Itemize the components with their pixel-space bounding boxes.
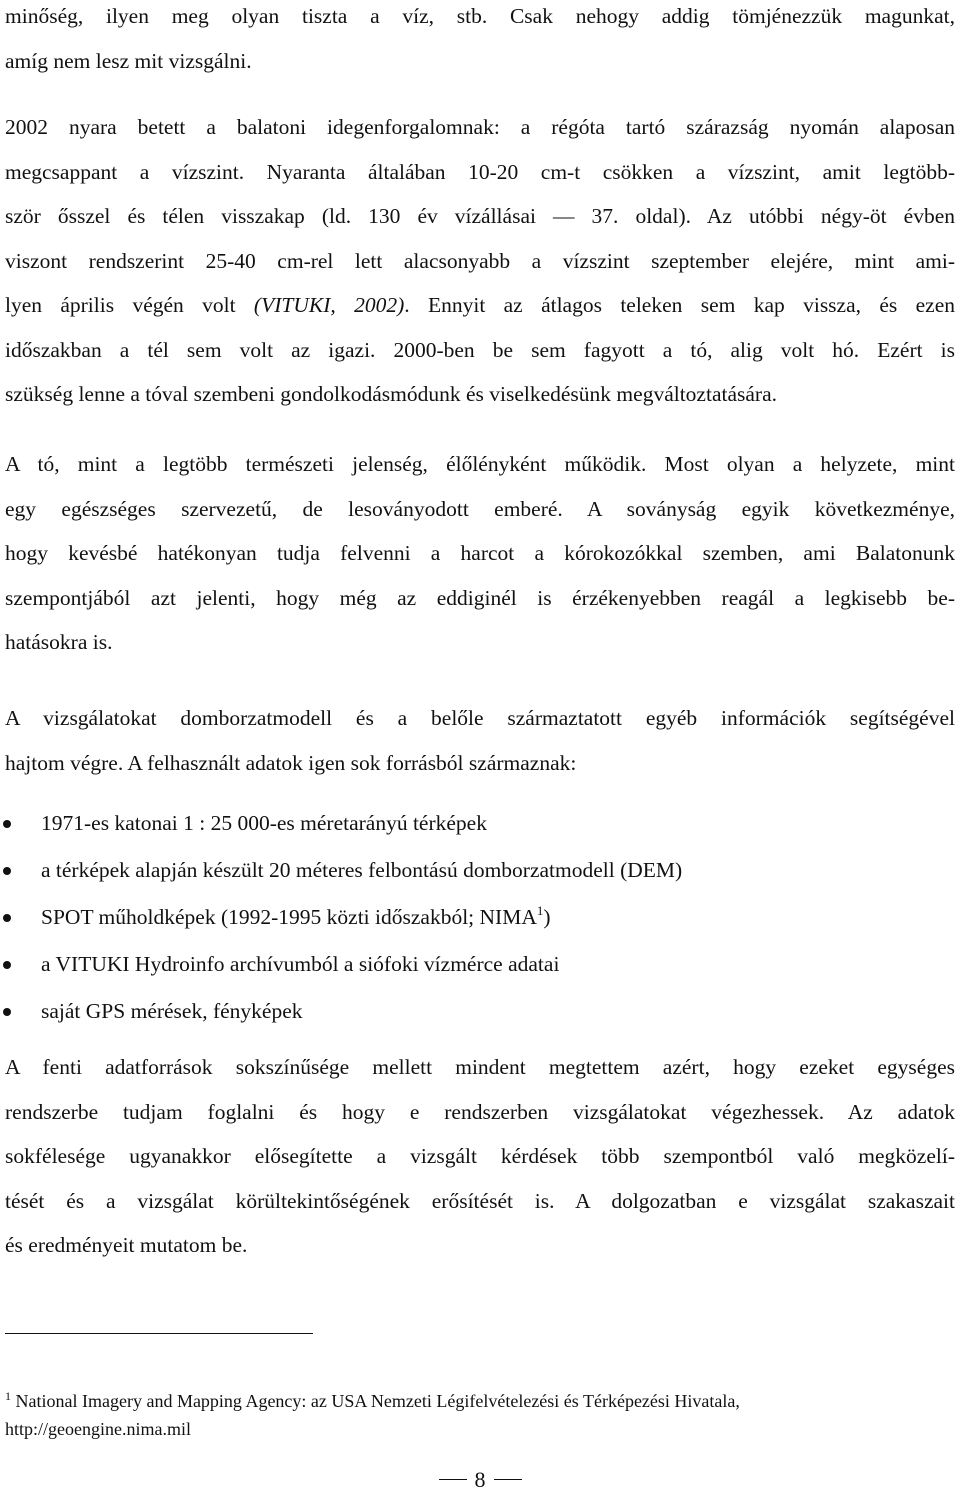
text-line: viszont rendszerint 25-40 cm-rel lett alacsonyabb a vízszint szeptember elejére, mint ami- <box>5 248 955 273</box>
bullet-icon <box>3 914 11 922</box>
text-line: A tó, mint a legtöbb természeti jelenség, élőlényként működik. Most olyan a helyzete, mint <box>5 452 955 476</box>
dash-right <box>494 1479 522 1480</box>
bullet-icon <box>3 867 11 875</box>
text-line: hajtom végre. A felhasznált adatok igen sok forrásból származnak: <box>5 750 577 775</box>
bullet-icon <box>3 820 11 828</box>
bullet-icon <box>3 961 11 969</box>
text-line: megcsappant a vízszint. Nyaranta általában 10-20 cm-t csökken a vízszint, amit legtöbb- <box>5 159 955 184</box>
text-line: A vizsgálatokat domborzatmodell és a belőle származtatott egyéb információk segítségével <box>5 706 955 730</box>
paragraph-4 <box>5 696 955 785</box>
list-item-text: ) <box>543 905 551 929</box>
paragraph-1 <box>5 0 955 83</box>
text-line: ször ősszel és télen visszakap (ld. 130 év vízállásai — 37. oldal). Az utóbbi négy-öt évben <box>5 204 955 228</box>
footnote-reference[interactable]: 1 <box>536 903 544 918</box>
text-line: sokfélesége ugyanakkor elősegítette a vizsgált kérdések több szempontból való megközelí- <box>5 1144 955 1168</box>
page-number-value: 8 <box>474 1467 486 1492</box>
text-line: egy egészséges szervezetű, de lesoványodott emberé. A soványság egyik következménye, <box>5 496 955 521</box>
paragraph-3 <box>5 442 955 665</box>
text-line <box>5 283 955 328</box>
footnote-link[interactable]: http://geoengine.nima.mil <box>5 1419 191 1439</box>
page-number <box>0 1465 960 1495</box>
data-source-list <box>0 800 960 1035</box>
text-line: A fenti adatforrások sokszínűsége mellett mindent megtettem azért, hogy ezeket egységes <box>5 1055 955 1079</box>
list-item <box>0 847 960 894</box>
text-line: hogy kevésbé hatékonyan tudja felvenni a harcot a kórokozókkal szemben, ami Balatonunk <box>5 541 955 565</box>
footnote-line <box>5 1391 740 1411</box>
footnote-mark: 1 <box>5 1389 11 1403</box>
bullet-icon <box>3 1008 11 1016</box>
list-item-text: saját GPS mérések, fényképek <box>41 999 303 1023</box>
list-item <box>0 988 960 1035</box>
text-line: hatásokra is. <box>5 630 113 654</box>
footnote-separator <box>5 1333 313 1334</box>
paragraph-2 <box>5 105 955 417</box>
text-line: és eredményeit mutatom be. <box>5 1233 248 1257</box>
list-item <box>0 941 960 988</box>
footnote <box>5 1387 935 1443</box>
list-item <box>0 894 960 941</box>
list-item-text: SPOT műholdképek (1992-1995 közti időszakból; NIMA <box>41 905 537 929</box>
citation: (VITUKI, 2002) <box>253 293 405 317</box>
text-segment: . Ennyit az átlagos teleken sem kap vissza, és ezen <box>404 293 955 317</box>
list-item <box>0 800 960 847</box>
text-line: időszakban a tél sem volt az igazi. 2000-ben be sem fagyott a tó, alig volt hó. Ezért is <box>5 337 955 362</box>
paragraph-5 <box>5 1045 955 1268</box>
dash-left <box>439 1479 467 1480</box>
text-line: rendszerbe tudjam foglalni és hogy e rendszerben vizsgálatokat végezhessek. Az adatok <box>5 1099 955 1124</box>
text-line: 2002 nyara betett a balatoni idegenforgalomnak: a régóta tartó szárazság nyomán alaposan <box>5 115 955 139</box>
text-line: szükség lenne a tóval szembeni gondolkodásmódunk és viselkedésünk megváltoztatására. <box>5 382 777 406</box>
list-item-text: 1971-es katonai 1 : 25 000-es méretarányú térképek <box>41 811 487 835</box>
text-line: tését és a vizsgálat körültekintőségének erősítését is. A dolgozatban e vizsgálat szakaszait <box>5 1188 955 1213</box>
text-segment: lyen április végén volt <box>5 293 254 317</box>
footnote-text: National Imagery and Mapping Agency: az USA Nemzeti Légifelvételezési és Térképezési Hivatala, <box>15 1391 740 1411</box>
text-line: minőség, ilyen meg olyan tiszta a víz, stb. Csak nehogy addig tömjénezzük magunkat, <box>5 4 955 28</box>
text-line: amíg nem lesz mit vizsgálni. <box>5 48 252 73</box>
text-line: szempontjából azt jelenti, hogy még az eddiginél is érzékenyebben reagál a legkisebb be- <box>5 585 955 610</box>
list-item-text: a térképek alapján készült 20 méteres felbontású domborzatmodell (DEM) <box>41 858 683 882</box>
list-item-text: a VITUKI Hydroinfo archívumból a siófoki vízmérce adatai <box>41 952 560 976</box>
